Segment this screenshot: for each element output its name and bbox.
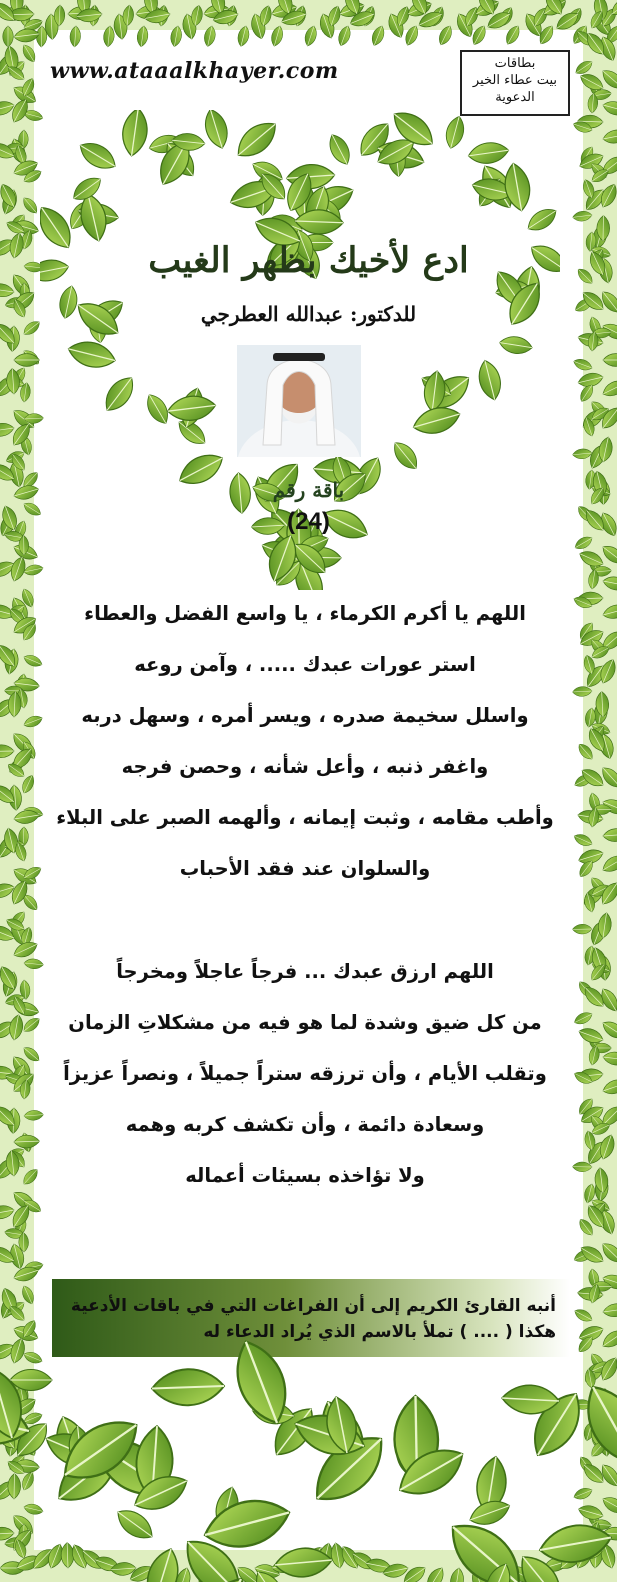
prayer-line: والسلوان عند فقد الأحباب xyxy=(179,857,431,880)
prayer-line: ولا تؤاخذه بسيئات أعماله xyxy=(185,1164,425,1187)
bundle-number: (24) xyxy=(287,508,330,535)
stamp-line-1: بطاقات xyxy=(494,56,536,71)
author-photo xyxy=(237,345,361,457)
plant-leaves-decoration xyxy=(0,1340,617,1582)
prayer-line: واسلل سخيمة صدره ، ويسر أمره ، وسهل دربه xyxy=(81,704,529,727)
note-line-2: هكذا ( .... ) تملأ بالاسم الذي يُراد الدعاء له xyxy=(203,1322,556,1342)
prayer-line: وسعادة دائمة ، وأن تكشف كربه وهمه xyxy=(125,1113,485,1136)
stamp-line-3: الدعوية xyxy=(495,90,535,105)
publisher-stamp xyxy=(460,50,570,116)
note-line-1: أنبه القارئ الكريم إلى أن الفراغات التي في باقات الأدعية xyxy=(70,1296,556,1316)
author-name: للدكتور: عبدالله العطرجي xyxy=(200,302,417,326)
prayer-line: وأطب مقامه ، وثبت إيمانه ، وألهمه الصبر على البلاء xyxy=(56,806,554,829)
stamp-line-2: بيت عطاء الخير xyxy=(472,73,558,88)
bundle-label: باقة رقم xyxy=(272,478,345,502)
card-title: ادع لأخيك بظهر الغيب xyxy=(148,240,469,281)
prayer-line: استر عورات عبدك ..... ، وآمن روعه xyxy=(134,653,476,676)
prayer-line: اللهم يا أكرم الكرماء ، يا واسع الفضل والعطاء xyxy=(84,602,526,625)
website-url[interactable]: www.ataaalkhayer.com xyxy=(50,58,339,84)
prayer-line: وتقلب الأيام ، وأن ترزقه ستراً جميلاً ، ونصراً عزيزاً xyxy=(63,1062,547,1085)
prayer-line: اللهم ارزق عبدك ... فرجاً عاجلاً ومخرجاً xyxy=(116,960,494,983)
prayer-line: من كل ضيق وشدة لما هو فيه من مشكلاتِ الزمان xyxy=(68,1011,542,1034)
prayer-paragraph-1 xyxy=(40,588,570,894)
prayer-line: واغفر ذنبه ، وأعل شأنه ، وحصن فرجه xyxy=(121,755,489,778)
prayer-paragraph-2 xyxy=(40,946,570,1201)
